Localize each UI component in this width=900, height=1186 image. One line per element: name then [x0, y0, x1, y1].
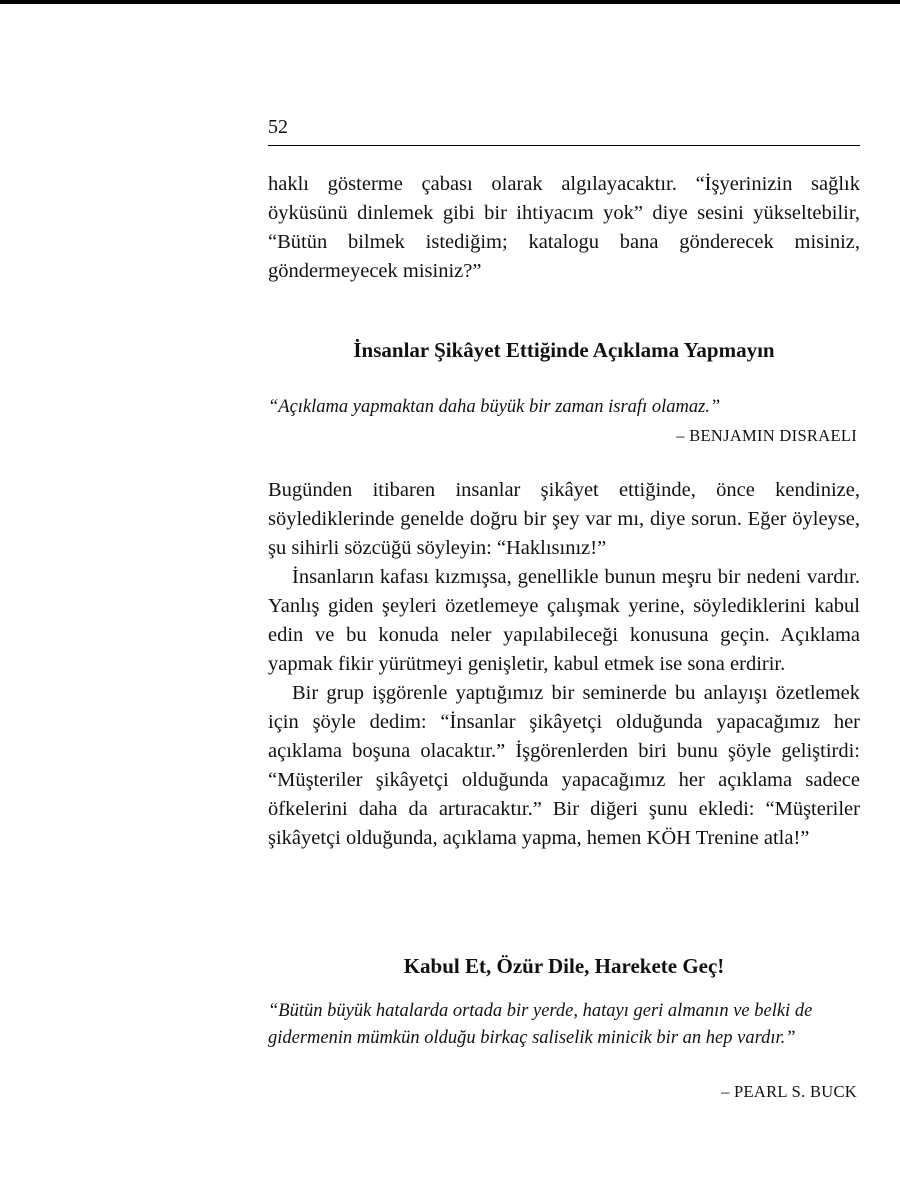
top-border-rule — [0, 0, 900, 4]
body-paragraph: Bugünden itibaren insanlar şikâyet ettiğinde, önce kendinize, söylediklerinde genelde doğru bir şey var mı, diye sorun. Eğer öyleyse, şu sihirli sözcüğü söyleyin: “Haklısınız!” — [268, 479, 860, 559]
epigraph-attribution-2: – PEARL S. BUCK — [721, 1082, 857, 1101]
epigraph-quote-1: “Açıklama yapmaktan daha büyük bir zaman israfı olamaz.” — [268, 397, 721, 417]
page-number: 52 — [268, 116, 288, 138]
body-paragraph: İnsanların kafası kızmışsa, genellikle bunun meşru bir nedeni vardır. Yanlış giden şeyleri özetlemeye çalışmak yerine, söylediklerini kabul edin ve bu konuda neler yapılabileceği konusuna geçin. Açıklama yapmak fikir yürütmeyi genişletir, kabul etmek ise sona erdirir. — [268, 566, 860, 675]
section-heading-2: Kabul Et, Özür Dile, Harekete Geç! — [403, 954, 725, 978]
header-rule — [268, 145, 860, 146]
section-1-body — [268, 476, 860, 853]
epigraph-attribution-1: – BENJAMIN DISRAELI — [676, 426, 857, 445]
intro-paragraph: haklı gösterme çabası olarak algılayacaktır. “İşyerinizin sağlık öyküsünü dinlemek gibi bir ihtiyacım yok” diye sesini yükseltebilir, “Bütün bilmek istediğim; katalogu bana gönderecek misiniz, göndermeyecek misiniz?” — [268, 173, 860, 282]
section-heading-1: İnsanlar Şikâyet Ettiğinde Açıklama Yapmayın — [353, 338, 775, 362]
epigraph-quote-2: “Bütün büyük hatalarda ortada bir yerde, hatayı geri almanın ve belki de gidermenin mümkün olduğu birkaç saliselik minicik bir an hep vardır.” — [268, 1001, 813, 1048]
body-paragraph: Bir grup işgörenle yaptığımız bir seminerde bu anlayışı özetlemek için şöyle dedim: “İnsanlar şikâyetçi olduğunda yapacağımız her açıklama boşuna olacaktır.” İşgörenlerden biri bunu şöyle geliştirdi: “Müşteriler şikâyetçi olduğunda yapacağımız her açıklama sadece öfkelerini daha da artıracaktır.” Bir diğeri şunu ekledi: “Müşteriler şikâyetçi olduğunda, açıklama yapma, hemen KÖH Trenine atla!” — [268, 682, 860, 849]
